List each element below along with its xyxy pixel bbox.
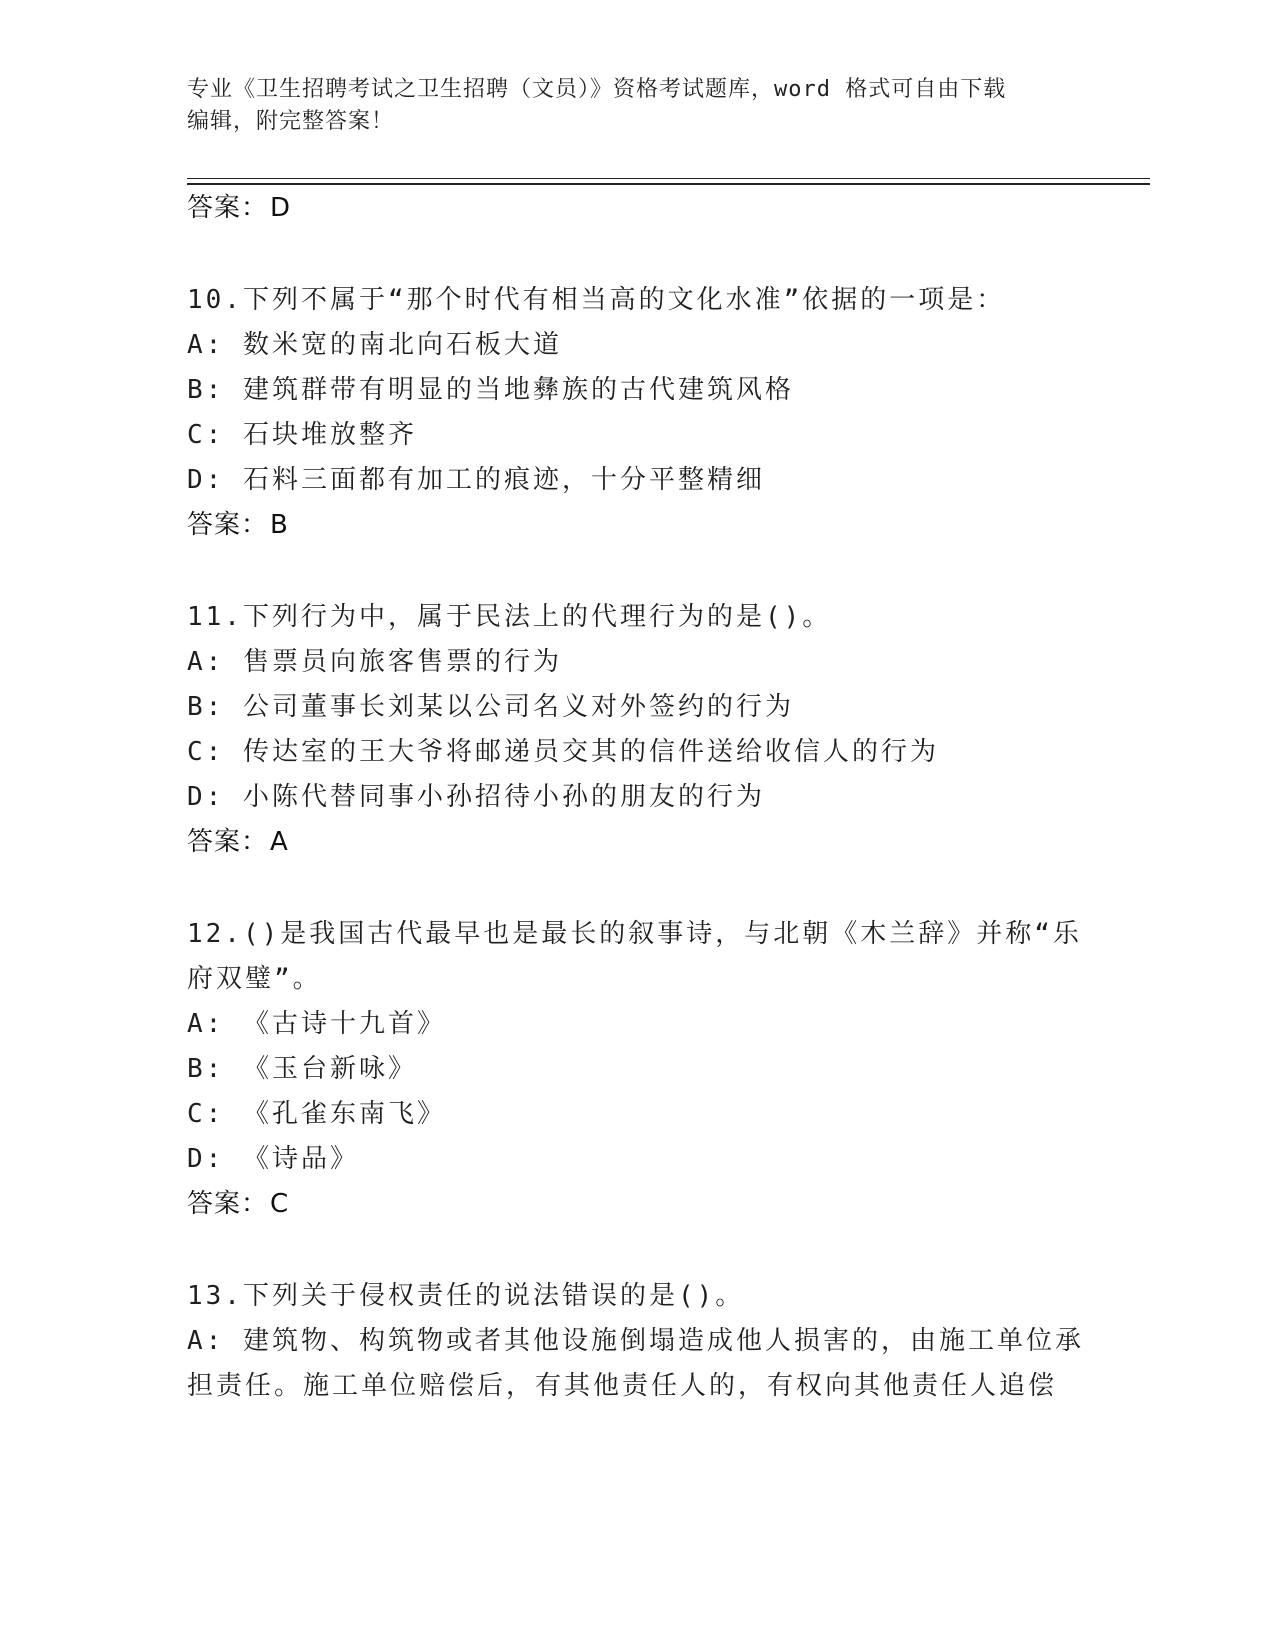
header-divider-thick [187, 183, 1150, 185]
option-b: B: 《玉台新咏》 [187, 1054, 417, 1084]
answer-label: 答案： [187, 193, 269, 223]
answer-label: 答案： [187, 510, 269, 540]
option-d: D: 小陈代替同事小孙招待小孙的朋友的行为 [187, 782, 765, 812]
option-b: B: 公司董事长刘某以公司名义对外签约的行为 [187, 692, 794, 722]
question-block [187, 278, 1087, 548]
option-c: C: 《孔雀东南飞》 [187, 1099, 446, 1129]
answer-line [187, 1182, 1087, 1227]
option-a: A: 售票员向旅客售票的行为 [187, 647, 562, 677]
question-text: 12.()是我国古代最早也是最长的叙事诗，与北朝《木兰辞》并称“乐 [187, 919, 1082, 949]
option-b: B: 建筑群带有明显的当地彝族的古代建筑风格 [187, 375, 794, 405]
header-divider-thin [187, 178, 1150, 179]
question-block [187, 912, 1087, 1227]
option-d: D: 《诗品》 [187, 1144, 359, 1174]
option-a: A: 数米宽的南北向石板大道 [187, 330, 562, 360]
answer-value: D [270, 193, 292, 223]
question-text: 11.下列行为中，属于民法上的代理行为的是()。 [187, 602, 832, 632]
answer-value: A [270, 827, 289, 857]
answer-label: 答案： [187, 1189, 269, 1219]
question-text-continued: 府双璧”。 [187, 964, 322, 994]
answer-line [187, 503, 1087, 548]
option-c: C: 传达室的王大爷将邮递员交其的信件送给收信人的行为 [187, 737, 939, 767]
answer-value: B [270, 510, 289, 540]
answer-line [187, 820, 1087, 865]
header-line-2: 编辑，附完整答案！ [187, 109, 395, 134]
document-header [187, 74, 1067, 138]
option-a-continued: 担责任。施工单位赔偿后，有其他责任人的，有权向其他责任人追偿 [187, 1371, 1058, 1401]
header-line-1: 专业《卫生招聘考试之卫生招聘（文员）》资格考试题库，word 格式可自由下载 [187, 77, 1007, 102]
question-text: 10.下列不属于“那个时代有相当高的文化水准”依据的一项是： [187, 285, 1006, 315]
option-a: A: 建筑物、构筑物或者其他设施倒塌造成他人损害的，由施工单位承 [187, 1326, 1084, 1356]
option-a: A: 《古诗十九首》 [187, 1009, 446, 1039]
answer-line [187, 186, 1087, 231]
question-block [187, 595, 1087, 865]
option-d: D: 石料三面都有加工的痕迹，十分平整精细 [187, 465, 765, 495]
question-list [187, 186, 1087, 1409]
answer-label: 答案： [187, 827, 269, 857]
option-c: C: 石块堆放整齐 [187, 420, 417, 450]
question-block [187, 1274, 1087, 1409]
answer-value: C [270, 1189, 290, 1219]
question-text: 13.下列关于侵权责任的说法错误的是()。 [187, 1281, 745, 1311]
